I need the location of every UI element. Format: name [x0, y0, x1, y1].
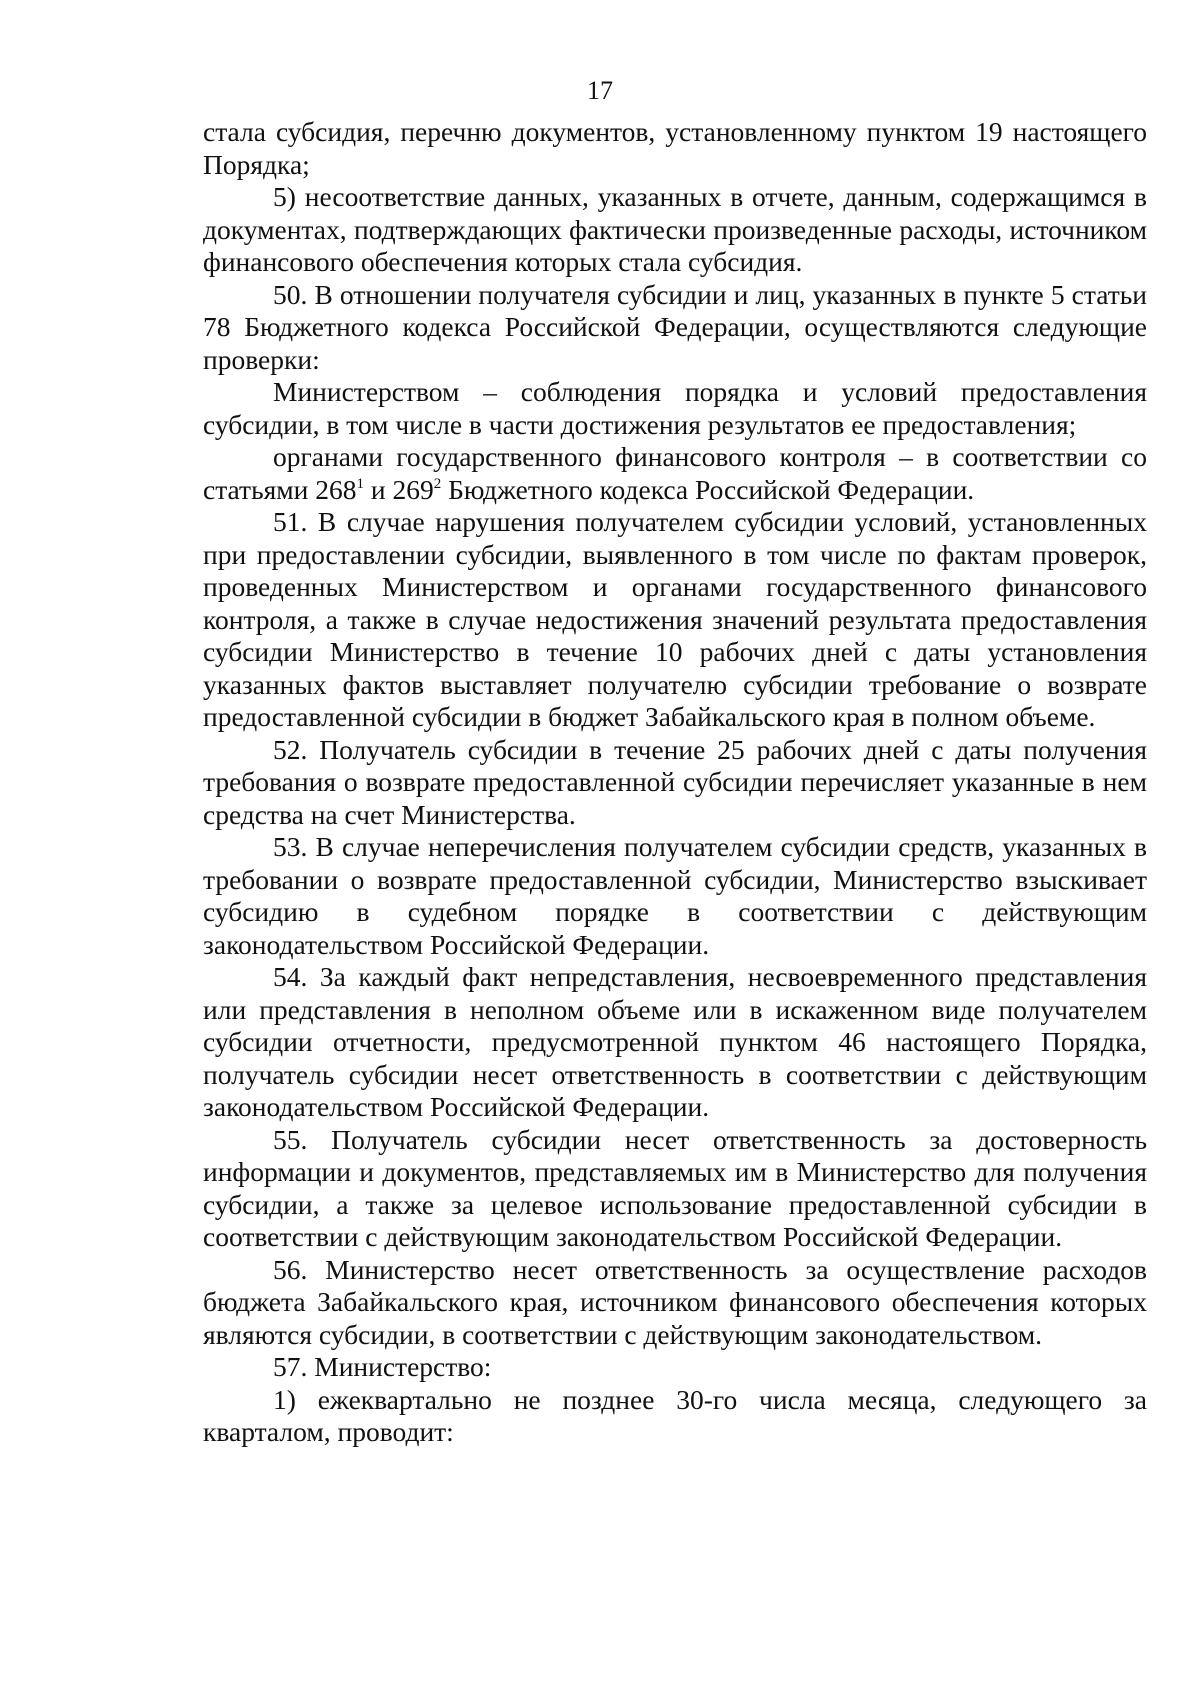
- document-body: [203, 116, 1147, 1449]
- financial-control-text-middle: и 269: [364, 473, 434, 505]
- paragraph-50: 50. В отношении получателя субсидии и лиц, указанных в пункте 5 статьи 78 Бюджетного кодекса Российской Федерации, осуществляются следующие проверки:: [203, 278, 1147, 375]
- financial-control-text-end: Бюджетного кодекса Российской Федерации.: [441, 473, 975, 505]
- paragraph-52: 52. Получатель субсидии в течение 25 рабочих дней с даты получения требования о возврате предоставленной субсидии перечисляет указанные в нем средства на счет Министерства.: [203, 733, 1147, 830]
- paragraph-51: 51. В случае нарушения получателем субсидии условий, установленных при предоставлении субсидии, выявленного в том числе по фактам проверок, проведенных Министерством и органами государственного финансового контроля, а также в случае недостижения значений результата предоставления субсидии Министерство в течение 10 рабочих дней с даты установления указанных фактов выставляет получателю субсидии требование о возврате предоставленной субсидии в бюджет Забайкальского края в полном объеме.: [203, 506, 1147, 732]
- paragraph-item-5: 5) несоответствие данных, указанных в отчете, данным, содержащимся в документах, подтверждающих фактически произведенные расходы, источником финансового обеспечения которых стала субсидия.: [203, 181, 1147, 277]
- paragraph-ministry-checks: Министерством – соблюдения порядка и условий предоставления субсидии, в том числе в части достижения результатов ее предоставления;: [203, 376, 1147, 440]
- paragraph-56: 56. Министерство несет ответственность за осуществление расходов бюджета Забайкальского края, источником финансового обеспечения которых являются субсидии, в соответствии с действующим законодательством.: [203, 1253, 1147, 1350]
- page-number: 17: [587, 76, 613, 105]
- financial-control-text-start: органами государственного финансового контроля – в соответствии со статьями 268: [203, 441, 1147, 505]
- superscript-2: 2: [433, 475, 442, 492]
- paragraph-continuation: стала субсидия, перечню документов, установленному пунктом 19 настоящего Порядка;: [203, 116, 1147, 180]
- paragraph-55: 55. Получатель субсидии несет ответственность за достоверность информации и документов, представляемых им в Министерство для получения субсидии, а также за целевое использование предоставленной субсидии в соответствии с действующим законодательством Российской Федерации.: [203, 1123, 1147, 1252]
- superscript-1: 1: [356, 475, 365, 492]
- paragraph-financial-control: [203, 441, 1147, 506]
- paragraph-54: 54. За каждый факт непредставления, несвоевременного представления или представления в неполном объеме или в искаженном виде получателем субсидии отчетности, предусмотренной пунктом 46 настоящего Порядка, получатель субсидии несет ответственность в соответствии с действующим законодательством Российской Федерации.: [203, 961, 1147, 1122]
- paragraph-57: 57. Министерство:: [273, 1351, 492, 1382]
- paragraph-53: 53. В случае неперечисления получателем субсидии средств, указанных в требовании о возврате предоставленной субсидии, Министерство взыскивает субсидию в судебном порядке в соответствии с действующим законодательством Российской Федерации.: [203, 831, 1147, 960]
- paragraph-57-item-1: 1) ежеквартально не позднее 30-го числа месяца, следующего за кварталом, проводит:: [203, 1383, 1147, 1447]
